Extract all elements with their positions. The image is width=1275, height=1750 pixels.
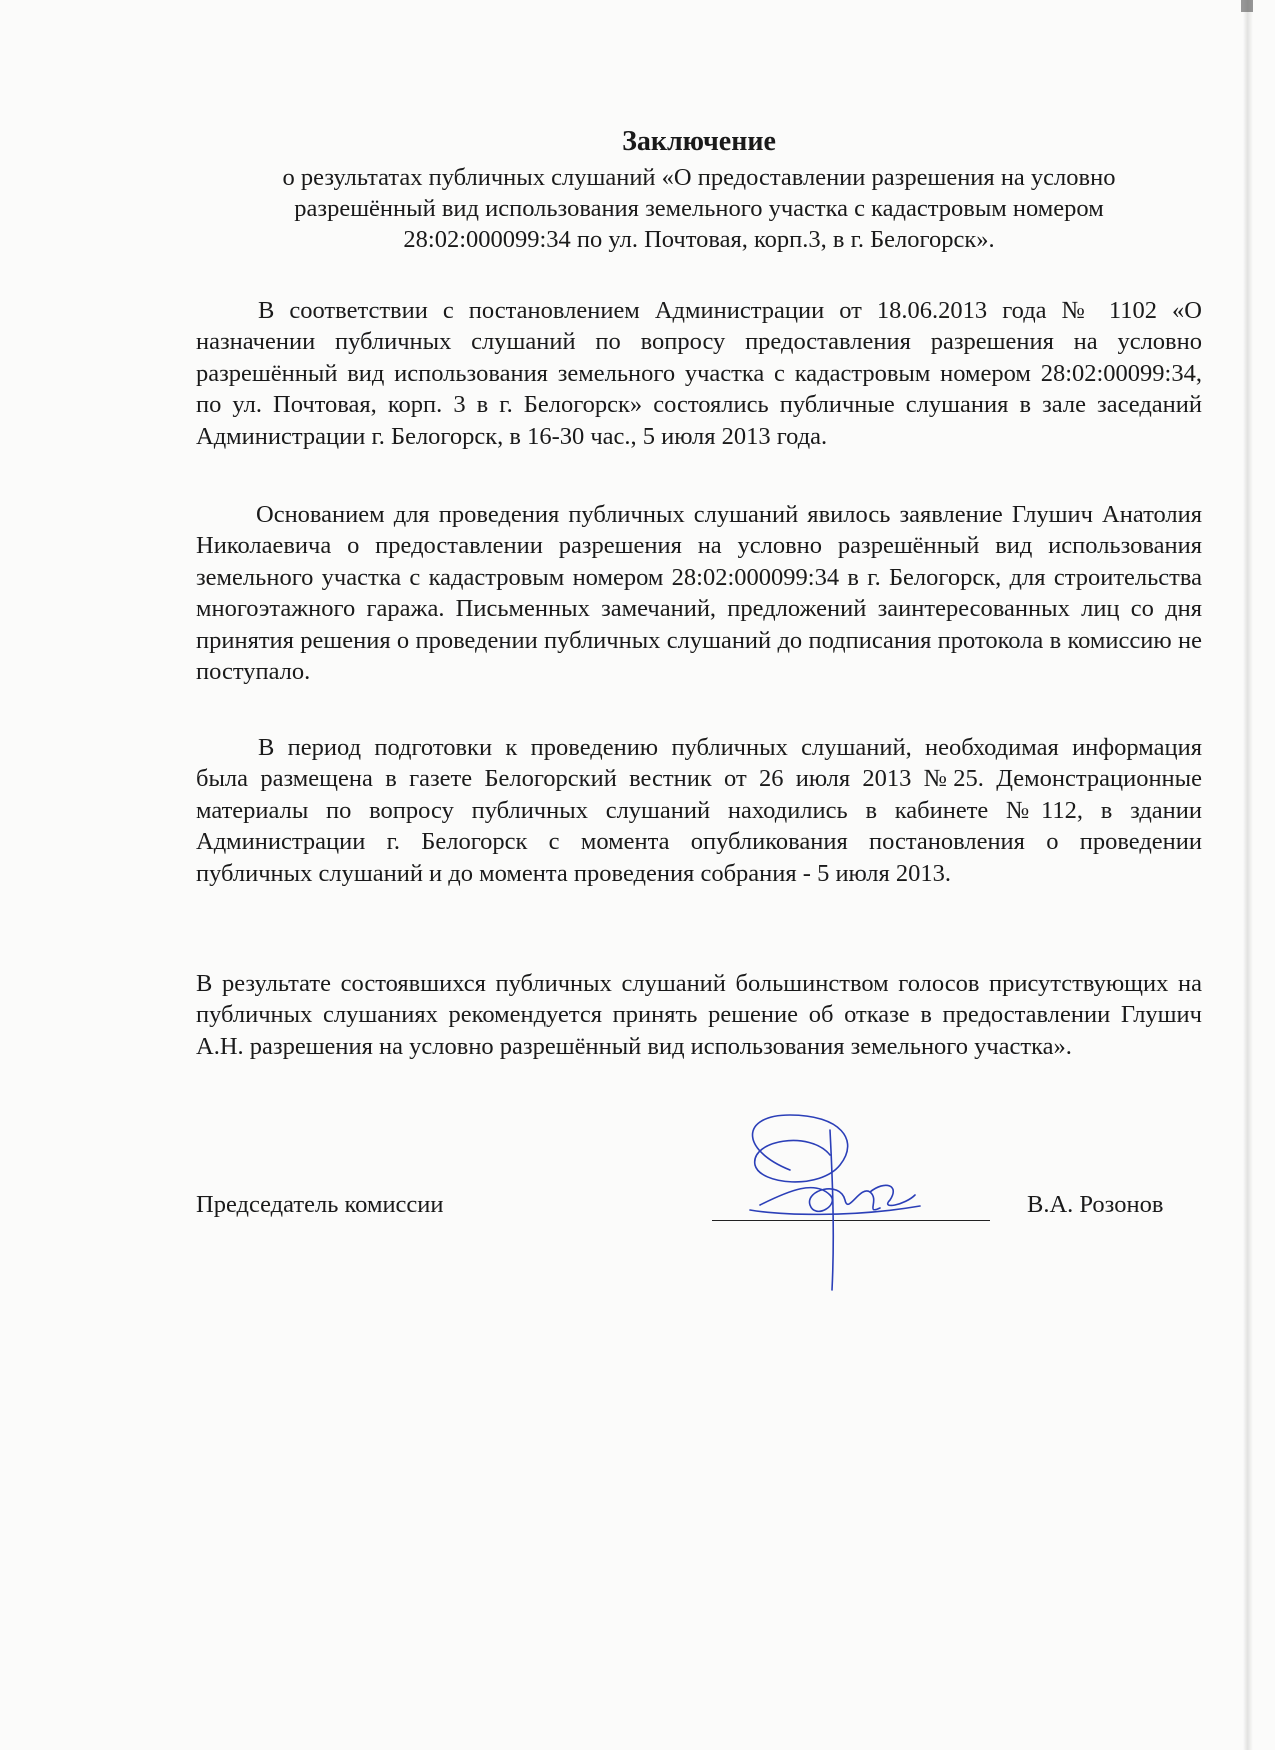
paragraph-preparation: В период подготовки к проведению публичных слушаний, необходимая информация была размещена в газете Белогорский вестник от 26 июля 2013 №25. Демонстрационные материалы по вопросу публичных слушаний находились в кабинете №112, в здании Администрации г. Белогорск с момента опубликования постановления о проведении публичных слушаний и до момента проведения собрания - 5 июля 2013. <box>196 734 1202 887</box>
subtitle-line: 28:02:000099:34 по ул. Почтовая, корп.3, в г. Белогорск». <box>403 226 995 253</box>
document-subtitle <box>196 162 1202 255</box>
document-title: Заключение <box>622 126 776 157</box>
subtitle-line: о результатах публичных слушаний «О предоставлении разрешения на условно <box>282 164 1116 191</box>
signature-position-label: Председатель комиссии <box>196 1191 444 1218</box>
scan-edge-mark <box>1241 0 1253 12</box>
scan-edge-shadow <box>1243 0 1253 1750</box>
signatory-name: В.А. Розонов <box>1027 1191 1164 1218</box>
paragraph-result: В результате состоявшихся публичных слушаний большинством голосов присутствующих на публичных слушаниях рекомендуется принять решение об отказе в предоставлении Глушич А.Н. разрешения на условно разрешённый вид использования земельного участка». <box>196 970 1202 1060</box>
paragraph-application: Основанием для проведения публичных слушаний явилось заявление Глушич Анатолия Николаевича о предоставлении разрешения на условно разрешённый вид использования земельного участка с кадастровым номером 28:02:000099:34 в г. Белогорск, для строительства многоэтажного гаража. Письменных замечаний, предложений заинтересованных лиц со дня принятия решения о проведении публичных слушаний до подписания протокола в комиссию не поступало. <box>196 501 1202 686</box>
handwritten-signature <box>720 1110 950 1300</box>
paragraph-basis-decree: В соответствии с постановлением Администрации от 18.06.2013 года № 1102 «О назначении публичных слушаний по вопросу предоставления разрешения на условно разрешённый вид использования земельного участка с кадастровым номером 28:02:00099:34, по ул. Почтовая, корп. 3 в г. Белогорск» состоялись публичные слушания в зале заседаний Администрации г. Белогорск, в 16-30 час., 5 июля 2013 года. <box>196 297 1202 450</box>
subtitle-line: разрешённый вид использования земельного участка с кадастровым номером <box>294 195 1104 222</box>
